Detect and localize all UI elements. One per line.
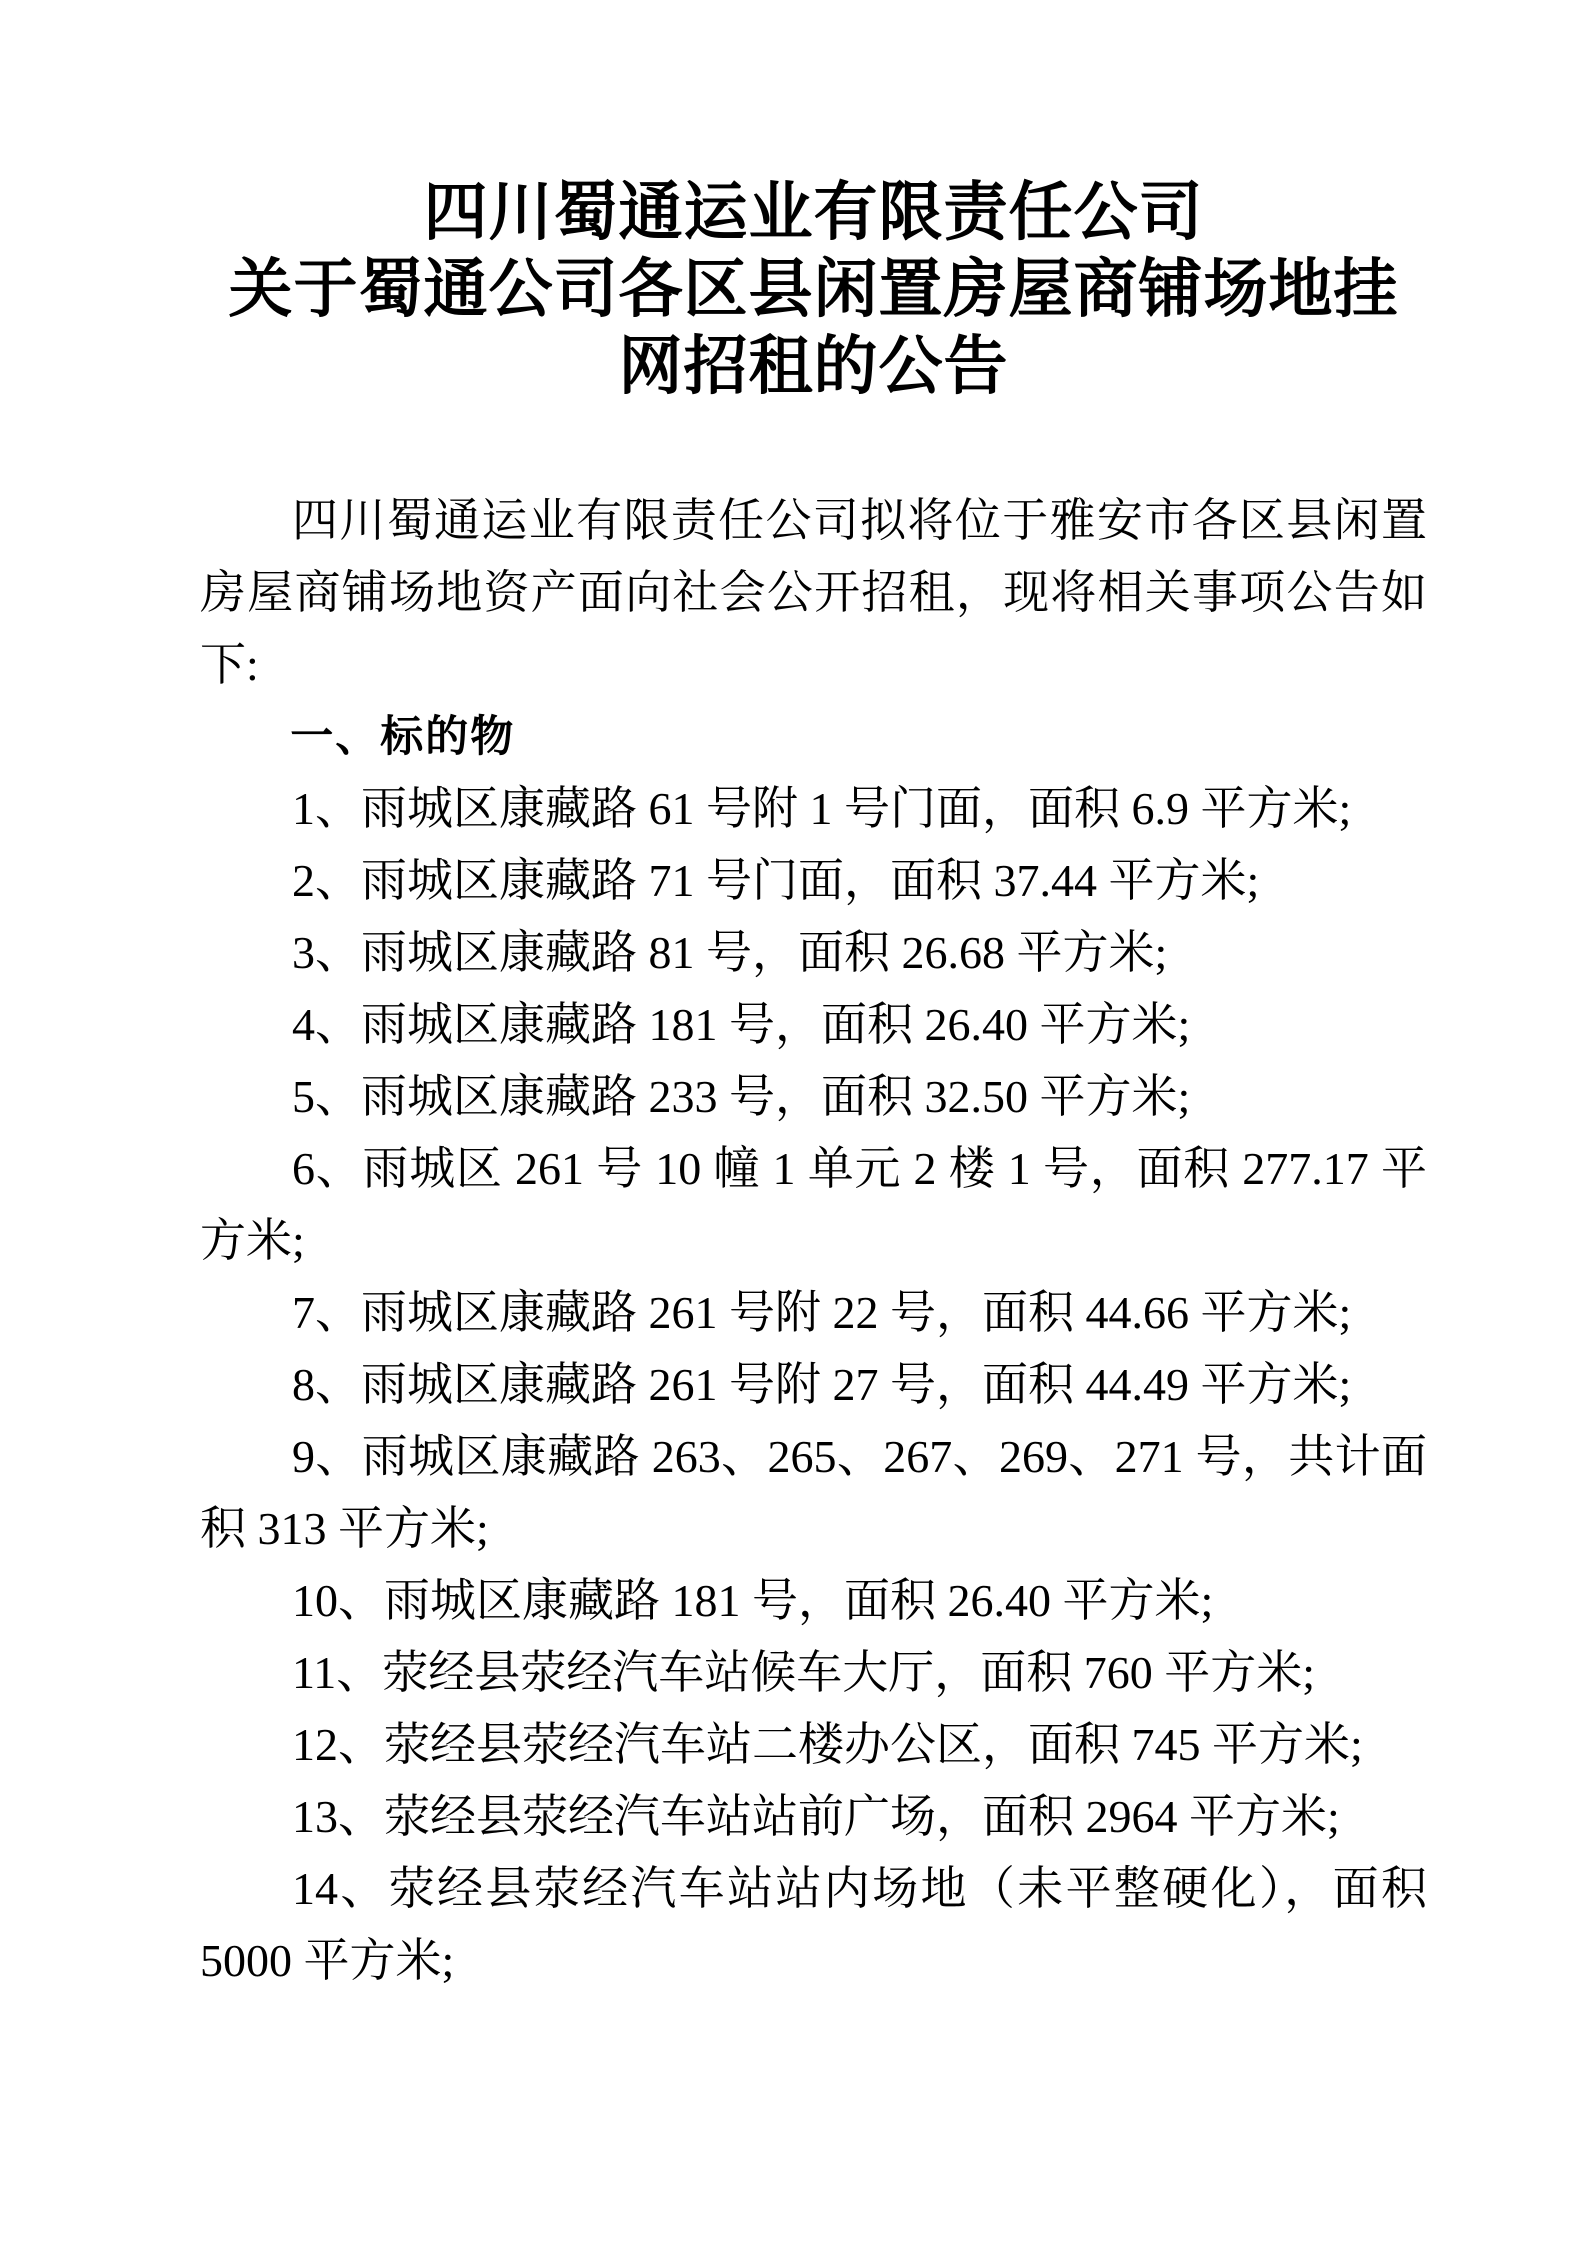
title-line-3: 网招租的公告 xyxy=(618,330,1009,402)
intro-paragraph: 四川蜀通运业有限责任公司拟将位于雅安市各区县闲置房屋商铺场地资产面向社会公开招租，现将相关事项公告如下: xyxy=(200,495,1427,691)
list-item-4: 4、雨城区康藏路 181 号，面积 26.40 平方米; xyxy=(292,999,1191,1051)
title-line-2: 关于蜀通公司各区县闲置房屋商铺场地挂 xyxy=(228,253,1399,325)
list-item-6: 6、雨城区 261 号 10 幢 1 单元 2 楼 1 号，面积 277.17 平方米; xyxy=(200,1143,1427,1267)
items-list xyxy=(200,773,1427,1997)
list-item-7: 7、雨城区康藏路 261 号附 22 号，面积 44.66 平方米; xyxy=(292,1287,1352,1339)
list-item-1: 1、雨城区康藏路 61 号附 1 号门面，面积 6.9 平方米; xyxy=(292,783,1352,835)
list-item-11: 11、荥经县荥经汽车站候车大厅，面积 760 平方米; xyxy=(292,1647,1316,1699)
list-item-14: 14、荥经县荥经汽车站站内场地（未平整硬化），面积 5000 平方米; xyxy=(200,1863,1427,1987)
list-item-13: 13、荥经县荥经汽车站站前广场，面积 2964 平方米; xyxy=(292,1791,1340,1843)
list-item-3: 3、雨城区康藏路 81 号，面积 26.68 平方米; xyxy=(292,927,1168,979)
document-title xyxy=(200,175,1427,405)
list-item-12: 12、荥经县荥经汽车站二楼办公区，面积 745 平方米; xyxy=(292,1719,1363,1771)
list-item-8: 8、雨城区康藏路 261 号附 27 号，面积 44.49 平方米; xyxy=(292,1359,1352,1411)
list-item-10: 10、雨城区康藏路 181 号，面积 26.40 平方米; xyxy=(292,1575,1214,1627)
section-heading-subject: 一、标的物 xyxy=(290,713,516,762)
title-line-1: 四川蜀通运业有限责任公司 xyxy=(423,177,1204,248)
list-item-5: 5、雨城区康藏路 233 号，面积 32.50 平方米; xyxy=(292,1071,1191,1123)
list-item-2: 2、雨城区康藏路 71 号门面，面积 37.44 平方米; xyxy=(292,855,1260,907)
list-item-9: 9、雨城区康藏路 263、265、267、269、271 号，共计面积 313 平方米; xyxy=(200,1431,1428,1555)
